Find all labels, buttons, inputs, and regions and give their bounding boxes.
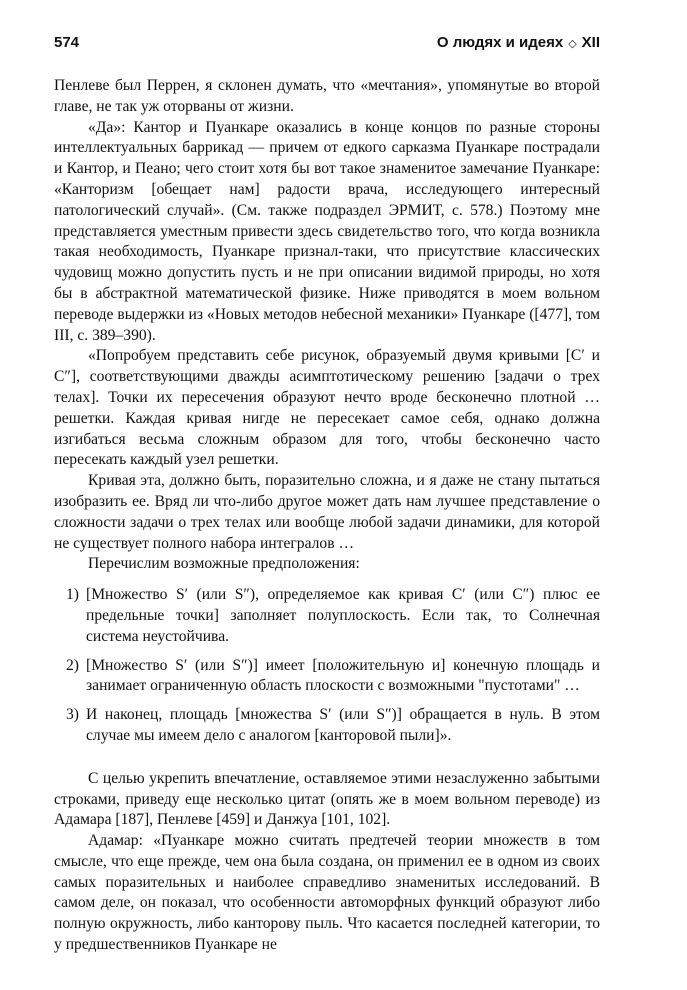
list-item-text: [Множество S′ (или S″)] имеет [положительную и] конечную площадь и занимает ограниченную область плоскости с возможными "пустотами" … <box>86 656 600 695</box>
chapter-heading <box>437 34 600 51</box>
running-header <box>54 34 600 56</box>
paragraph-5: Перечислим возможные предположения: <box>88 555 360 573</box>
list-item-number: 2) <box>66 656 79 674</box>
list-item <box>54 705 600 747</box>
book-page <box>54 34 600 956</box>
body-text <box>54 76 600 956</box>
list-item <box>54 656 600 698</box>
list-item-text: И наконец, площадь [множества S′ (или S″)] обращается в нуль. В этом случае мы имеем дело с аналогом [канторовой пыли]». <box>86 706 600 744</box>
chapter-title: О людях и идеях <box>436 34 564 51</box>
paragraph-3-quote: «Попробуем представить себе рисунок, образуемый двумя кривыми [C′ и C″], соответствующими дважды асимптотическому решению [задачи о трех телах]. Точки их пересечения образуют нечто вроде бесконечно плотной … решетки. Каждая кривая нигде не пересекает самое себя, однако должна изгибаться весьма сложным образом для того, чтобы бесконечно часто пересекать каждый узел решетки. <box>54 347 600 469</box>
chapter-number: XII <box>581 34 600 51</box>
list-item-text: [Множество S′ (или S″), определяемое как кривая C′ (или C″) плюс ее предельные точки] заполняет полуплоскость. Если так, то Солнечная система неустойчива. <box>86 586 600 645</box>
list-item-number: 3) <box>66 706 79 724</box>
list-item <box>54 585 600 647</box>
diamond-icon: ◇ <box>568 38 577 50</box>
list-item-number: 1) <box>66 586 79 604</box>
paragraph-1: Пенлеве был Перрен, я склонен думать, что «мечтания», упомянутые во второй главе, не так уж оторваны от жизни. <box>54 77 600 115</box>
paragraph-7: Адамар: «Пуанкаре можно считать предтечей теории множеств в том смысле, что еще прежде, чем она была создана, он применил ее в одном из своих самых поразительных и наиболее справедливо знаменитых исследований. В самом деле, он показал, что особенности автоморфных функций образуют либо полную окружность, либо канторову пыль. Что касается последней категории, то у предшественников Пуанкаре не <box>54 832 600 954</box>
page-number: 574 <box>54 34 80 51</box>
hypotheses-list <box>54 585 600 747</box>
paragraph-2: «Да»: Кантор и Пуанкаре оказались в конце концов по разные стороны интеллектуальных баррикад — причем от едкого сарказма Пуанкаре пострадали и Кантор, и Пеано; чего стоит хотя бы вот такое знаменитое замечание Пуанкаре: «Канторизм [обещает нам] радости врача, исследующего интересный патологический случай». (См. также подраздел ЭРМИТ, с. 578.) Поэтому мне представляется уместным привести здесь свидетельство того, что когда возникла такая необходимость, Пуанкаре признал-таки, что присутствие классических чудовищ можно допустить пусть и не при описании видимой природы, но хотя бы в абстрактной математической физике. Ниже приводятся в моем вольном переводе выдержки из «Новых методов небесной механики» Пуанкаре ([477], том III, с. 389–390). <box>54 118 600 344</box>
paragraph-6: С целью укрепить впечатление, оставляемое этими незаслуженно забытыми строками, приведу еще несколько цитат (опять же в моем вольном переводе) из Адамара [187], Пенлеве [459] и Данжуа [101, 102]. <box>54 769 600 829</box>
paragraph-4: Кривая эта, должно быть, поразительно сложна, и я даже не стану пытаться изобразить ее. Вряд ли что-либо другое может дать нам лучшее представление о сложности задачи о трех телах или вообще любой задачи динамики, для которой не существует полного набора интегралов … <box>54 472 600 552</box>
